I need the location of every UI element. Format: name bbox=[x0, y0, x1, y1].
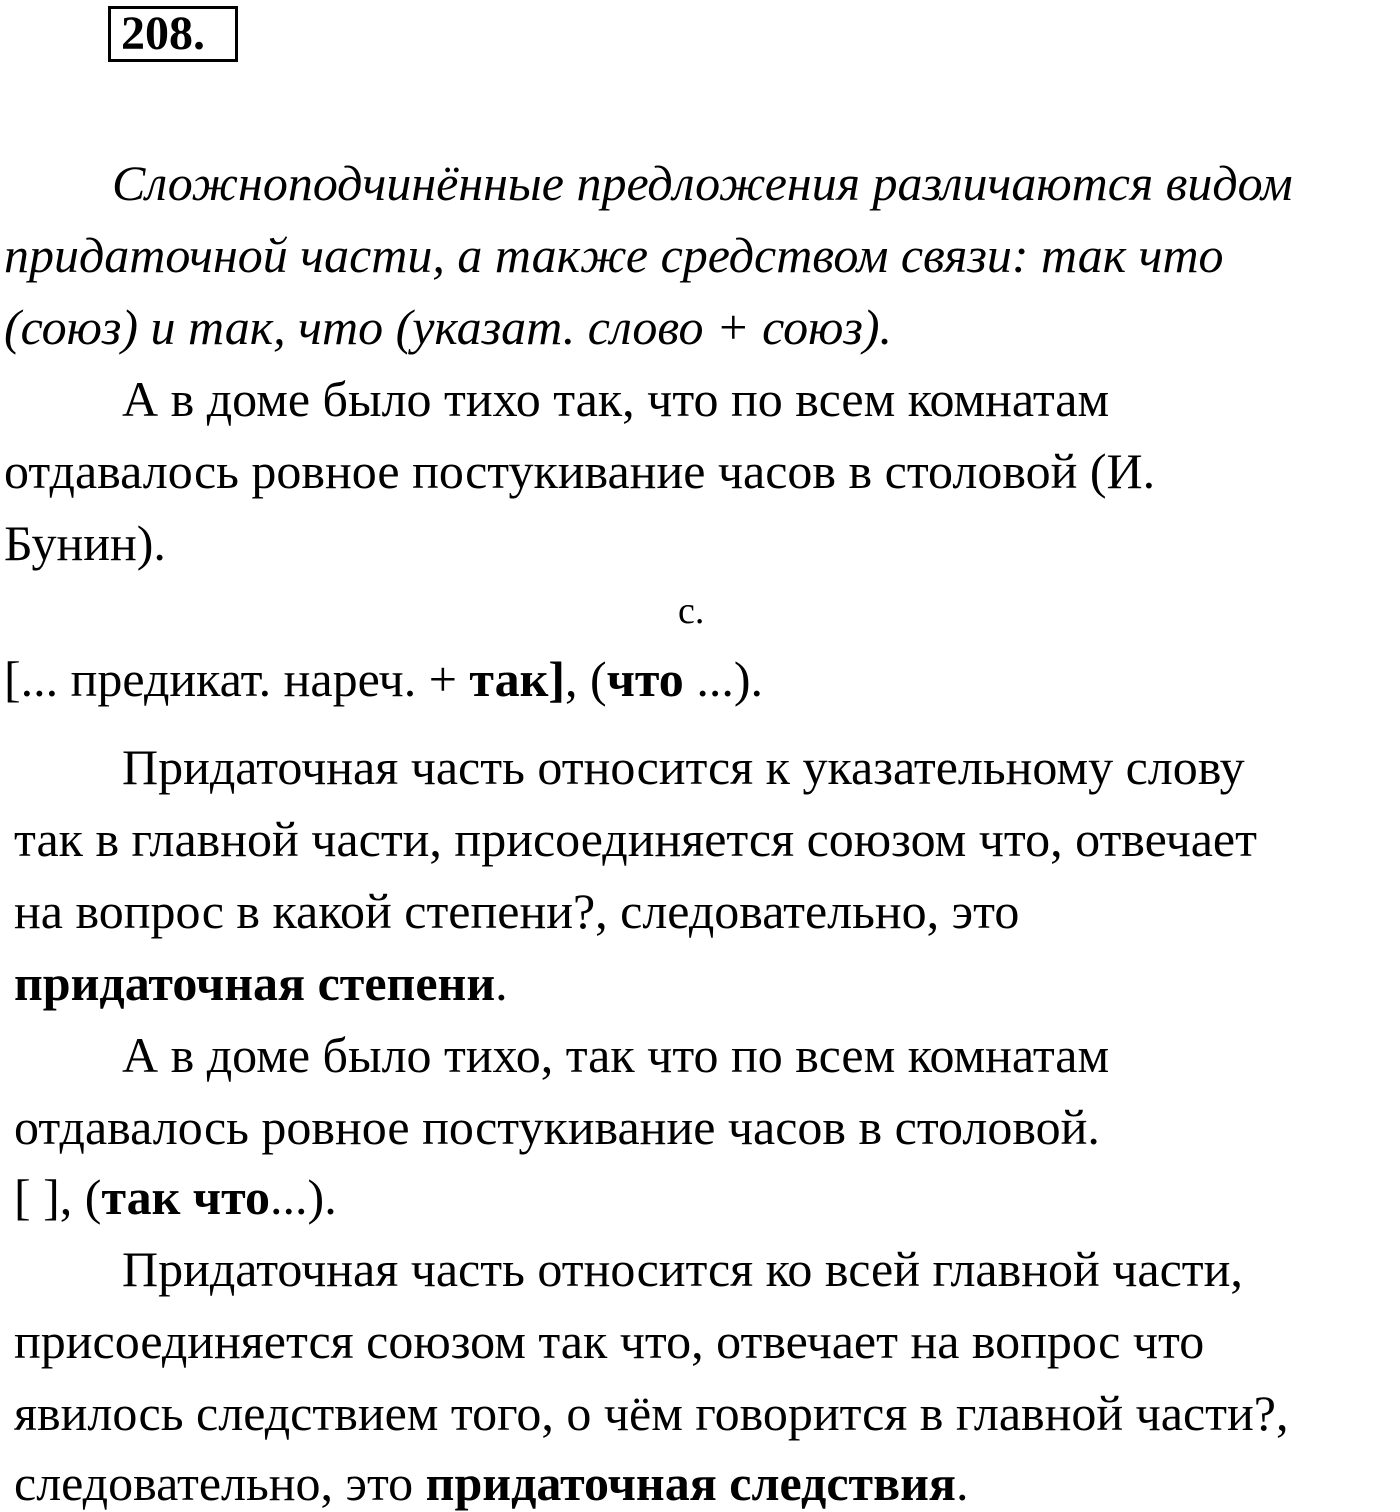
example2-line-1: А в доме было тихо, так что по всем комнатам bbox=[122, 1027, 1110, 1083]
exercise-number: 208. bbox=[108, 6, 238, 62]
scheme1-part-3: ...). bbox=[683, 651, 763, 707]
example2-line-2: отдавалось ровное постукивание часов в столовой. bbox=[14, 1099, 1100, 1155]
scheme2-part-1: [ ], ( bbox=[14, 1169, 102, 1225]
explanation1-conclusion-end: . bbox=[495, 955, 508, 1011]
explanation2-conclusion bbox=[14, 1455, 969, 1511]
explanation2-line-3: явилось следствием того, о чём говорится в главной части?, bbox=[14, 1385, 1289, 1441]
scheme2-part-2: ...). bbox=[270, 1169, 337, 1225]
scheme1-part-1: [... предикат. нареч. + bbox=[4, 651, 470, 707]
connector-mark: с. bbox=[678, 590, 705, 632]
explanation1-line-1: Придаточная часть относится к указательному слову bbox=[122, 739, 1245, 795]
rule-line-2: придаточной части, а также средством связи: так что bbox=[4, 227, 1224, 283]
scheme1-part-2: , ( bbox=[565, 651, 607, 707]
explanation1-line-2: так в главной части, присоединяется союзом что, отвечает bbox=[14, 811, 1257, 867]
scheme2-bold-1: так что bbox=[101, 1169, 271, 1225]
example1-line-2: отдавалось ровное постукивание часов в столовой (И. bbox=[4, 443, 1156, 499]
scheme2 bbox=[14, 1169, 337, 1225]
scheme1 bbox=[4, 651, 763, 707]
example1-line-1: А в доме было тихо так, что по всем комнатам bbox=[122, 371, 1110, 427]
rule-line-1: Сложноподчинённые предложения различаются видом bbox=[112, 155, 1293, 211]
explanation2-conclusion-end: . bbox=[955, 1455, 969, 1511]
example1-line-3: Бунин). bbox=[4, 515, 166, 571]
explanation1-conclusion bbox=[14, 955, 508, 1011]
rule-line-3: (союз) и так, что (указат. слово + союз). bbox=[4, 299, 893, 355]
scheme1-bold-2: что bbox=[606, 651, 684, 707]
explanation1-line-3: на вопрос в какой степени?, следовательно, это bbox=[14, 883, 1020, 939]
explanation2-line-4-start: следовательно, это bbox=[14, 1455, 426, 1511]
explanation2-conclusion-bold: придаточная следствия bbox=[425, 1455, 956, 1511]
explanation1-conclusion-bold: придаточная степени bbox=[14, 955, 496, 1011]
scheme1-bold-1: так] bbox=[469, 651, 566, 707]
explanation2-line-1: Придаточная часть относится ко всей главной части, bbox=[122, 1241, 1243, 1297]
explanation2-line-2: присоединяется союзом так что, отвечает на вопрос что bbox=[14, 1313, 1205, 1369]
